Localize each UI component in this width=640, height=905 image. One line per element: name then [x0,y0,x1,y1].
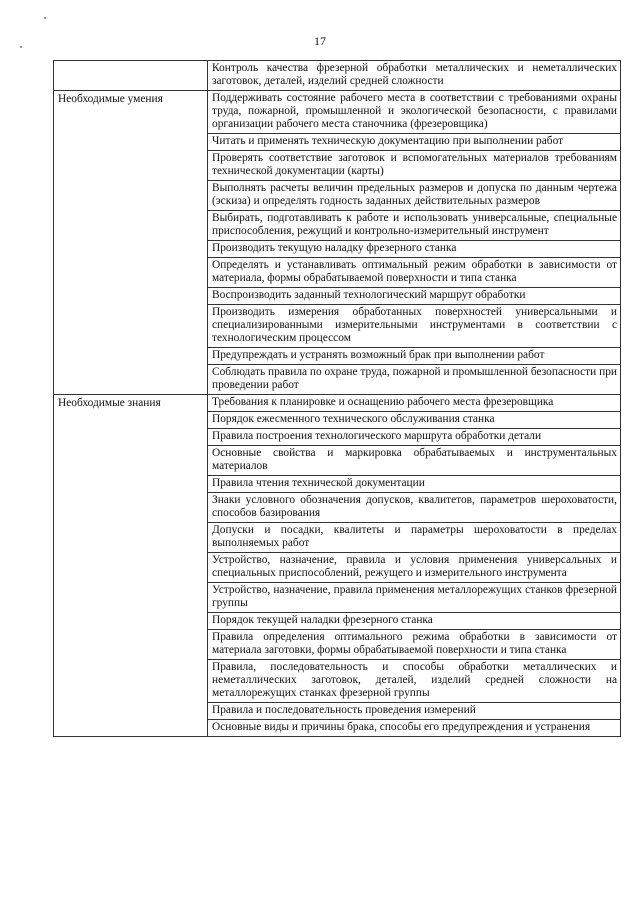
list-item: Устройство, назначение, правила и условия применения универсальных и специальных приспособлений, режущего и измерительного инструмента [208,553,620,583]
table-row [54,91,621,395]
list-item: Порядок ежесменного технического обслуживания станка [208,412,620,429]
list-item: Читать и применять техническую документацию при выполнении работ [208,134,620,151]
list-item: Выполнять расчеты величин предельных размеров и допуска по данным чертежа (эскиза) и определять годность заданных действительных размеров [208,181,620,211]
list-item: Проверять соответствие заготовок и вспомогательных материалов требованиям технической документации (карты) [208,151,620,181]
page-number: 17 [314,34,326,48]
row-items [208,395,621,737]
list-item: Соблюдать правила по охране труда, пожарной и промышленной безопасности при проведении работ [212,366,617,391]
scan-speck [44,17,46,19]
row-label-skills: Необходимые умения [54,91,208,395]
list-item: Знаки условного обозначения допусков, квалитетов, параметров шероховатости, способов базирования [208,493,620,523]
list-item: Правила определения оптимального режима обработки в зависимости от материала заготовки, формы обрабатываемой поверхности и типа станка [208,630,620,660]
row-label [54,61,208,91]
row-items [208,61,621,91]
list-item: Производить текущую наладку фрезерного станка [208,241,620,258]
list-item: Правила, последовательность и способы обработки металлических и неметаллических заготовок, деталей, изделий средней сложности на металлорежущих станках фрезерной группы [208,660,620,703]
list-item: Требования к планировке и оснащению рабочего места фрезеровщика [208,395,620,412]
competency-table [53,60,621,737]
list-item: Основные свойства и маркировка обрабатываемых и инструментальных материалов [208,446,620,476]
list-item: Определять и устанавливать оптимальный режим обработки в зависимости от материала, формы обрабатываемой поверхности и типа станка [208,258,620,288]
list-item: Правила чтения технической документации [208,476,620,493]
list-item: Выбирать, подготавливать к работе и использовать универсальные, специальные приспособления, режущий и контрольно-измерительный инструмент [208,211,620,241]
list-item: Основные виды и причины брака, способы его предупреждения и устранения [212,721,591,733]
row-items [208,91,621,395]
table-row [54,61,621,91]
table-row [54,395,621,737]
row-label-knowledge: Необходимые знания [54,395,208,737]
list-item: Воспроизводить заданный технологический маршрут обработки [208,288,620,305]
list-item: Устройство, назначение, правила применения металлорежущих станков фрезерной группы [208,583,620,613]
list-item: Порядок текущей наладки фрезерного станка [208,613,620,630]
list-item: Контроль качества фрезерной обработки металлических и неметаллических заготовок, деталей, изделий средней сложности [212,62,617,87]
list-item: Предупреждать и устранять возможный брак при выполнении работ [208,348,620,365]
list-item: Производить измерения обработанных поверхностей универсальными и специализированными измерительными инструментами в соответствии с технологическим процессом [208,305,620,348]
list-item: Поддерживать состояние рабочего места в соответствии с требованиями охраны труда, пожарной, промышленной и экологической безопасности, с правилами организации рабочего места станочника (фрезеровщика) [208,91,620,134]
list-item: Допуски и посадки, квалитеты и параметры шероховатости в пределах выполняемых работ [208,523,620,553]
list-item: Правила построения технологического маршрута обработки детали [208,429,620,446]
list-item: Правила и последовательность проведения измерений [208,703,620,720]
